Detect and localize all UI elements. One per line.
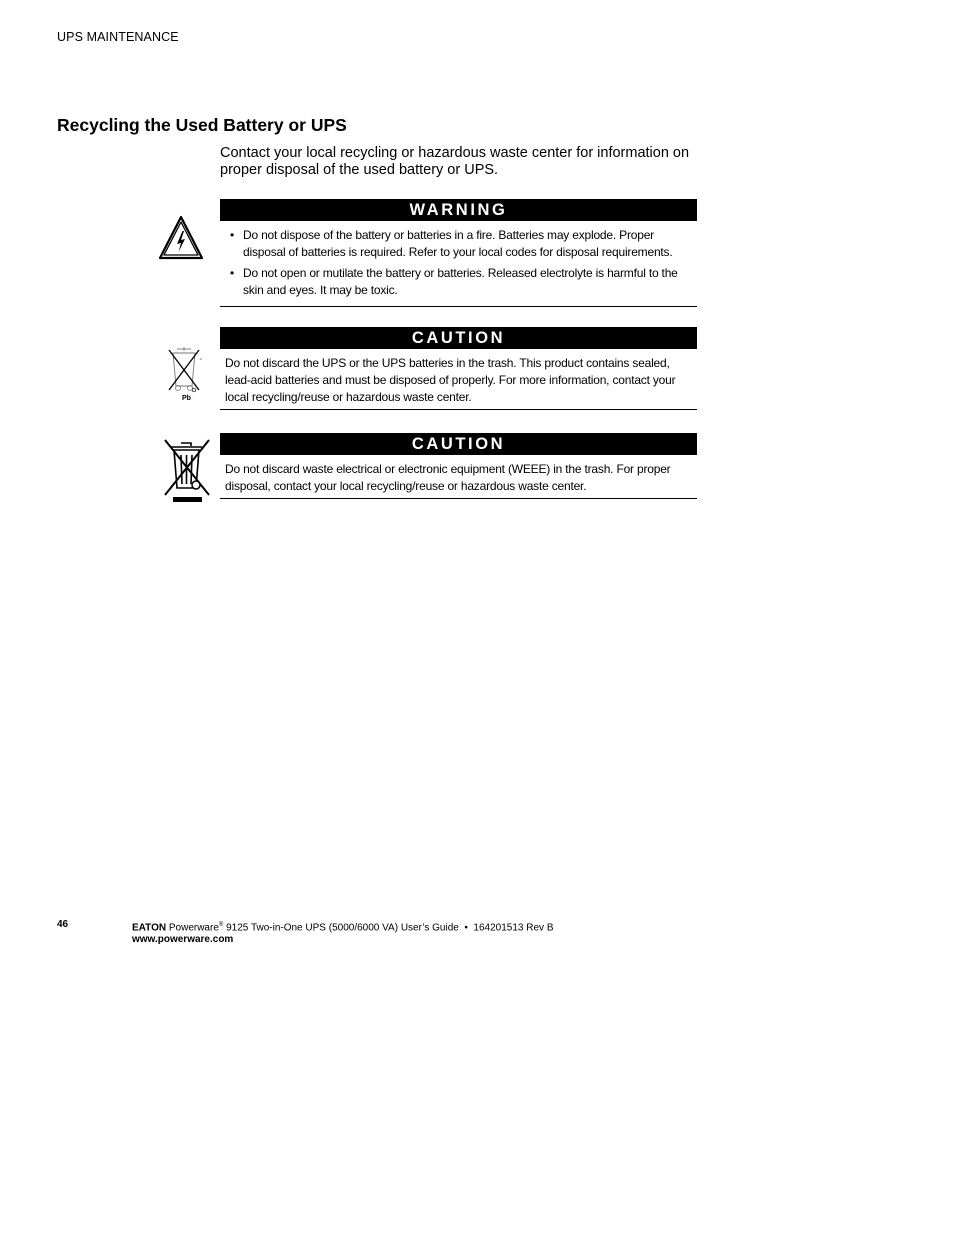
intro-paragraph: Contact your local recycling or hazardous waste center for information on proper disposal of the used battery or UPS. xyxy=(220,145,690,178)
warning-label: WARNING xyxy=(220,199,697,221)
footer-title xyxy=(132,919,554,946)
lead-battery-disposal-icon xyxy=(164,344,210,404)
warning-item-text: Do not dispose of the battery or batteries in a fire. Batteries may explode. Proper disposal of batteries is required. Refer to your local codes for disposal requirements. xyxy=(243,228,673,259)
caution-battery-text: Do not discard the UPS or the UPS batteries in the trash. This product contains sealed, lead-acid batteries and must be disposed of properly. For more information, contact your local recycling/reuse or hazardous waste center. xyxy=(225,356,676,404)
caution-label: CAUTION xyxy=(220,433,697,455)
footer-brand: EATON xyxy=(132,922,167,934)
electrical-hazard-icon xyxy=(158,215,204,260)
footer-product: Powerware xyxy=(168,922,219,934)
warning-list xyxy=(225,227,692,299)
list-item: • Do not open or mutilate the battery or batteries. Released electrolyte is harmful to the skin and eyes. It may be toxic. xyxy=(230,266,678,297)
warning-item-text: Do not open or mutilate the battery or batteries. Released electrolyte is harmful to the skin and eyes. It may be toxic. xyxy=(243,266,678,297)
footer-doc-title: 9125 Two-in-One UPS (5000/6000 VA) User’s Guide • 164201513 Rev B xyxy=(226,922,554,934)
running-head: UPS MAINTENANCE xyxy=(57,30,179,44)
lead-symbol-label: Pb xyxy=(182,395,191,402)
caution-weee-text: Do not discard waste electrical or electronic equipment (WEEE) in the trash. For proper disposal, contact your local recycling/reuse or hazardous waste center. xyxy=(225,462,671,493)
caution-weee-notice xyxy=(220,433,697,499)
list-item: • Do not dispose of the battery or batteries in a fire. Batteries may explode. Proper disposal of batteries is required. Refer to your local codes for disposal requirements. xyxy=(230,228,673,259)
caution-label: CAUTION xyxy=(220,327,697,349)
footer-url: www.powerware.com xyxy=(132,934,234,946)
caution-battery-notice xyxy=(220,327,697,410)
weee-crossed-bin-icon xyxy=(162,437,212,503)
registered-mark: ® xyxy=(218,922,224,928)
section-title: Recycling the Used Battery or UPS xyxy=(57,115,347,135)
warning-notice xyxy=(220,199,697,307)
page-number: 46 xyxy=(57,919,69,930)
